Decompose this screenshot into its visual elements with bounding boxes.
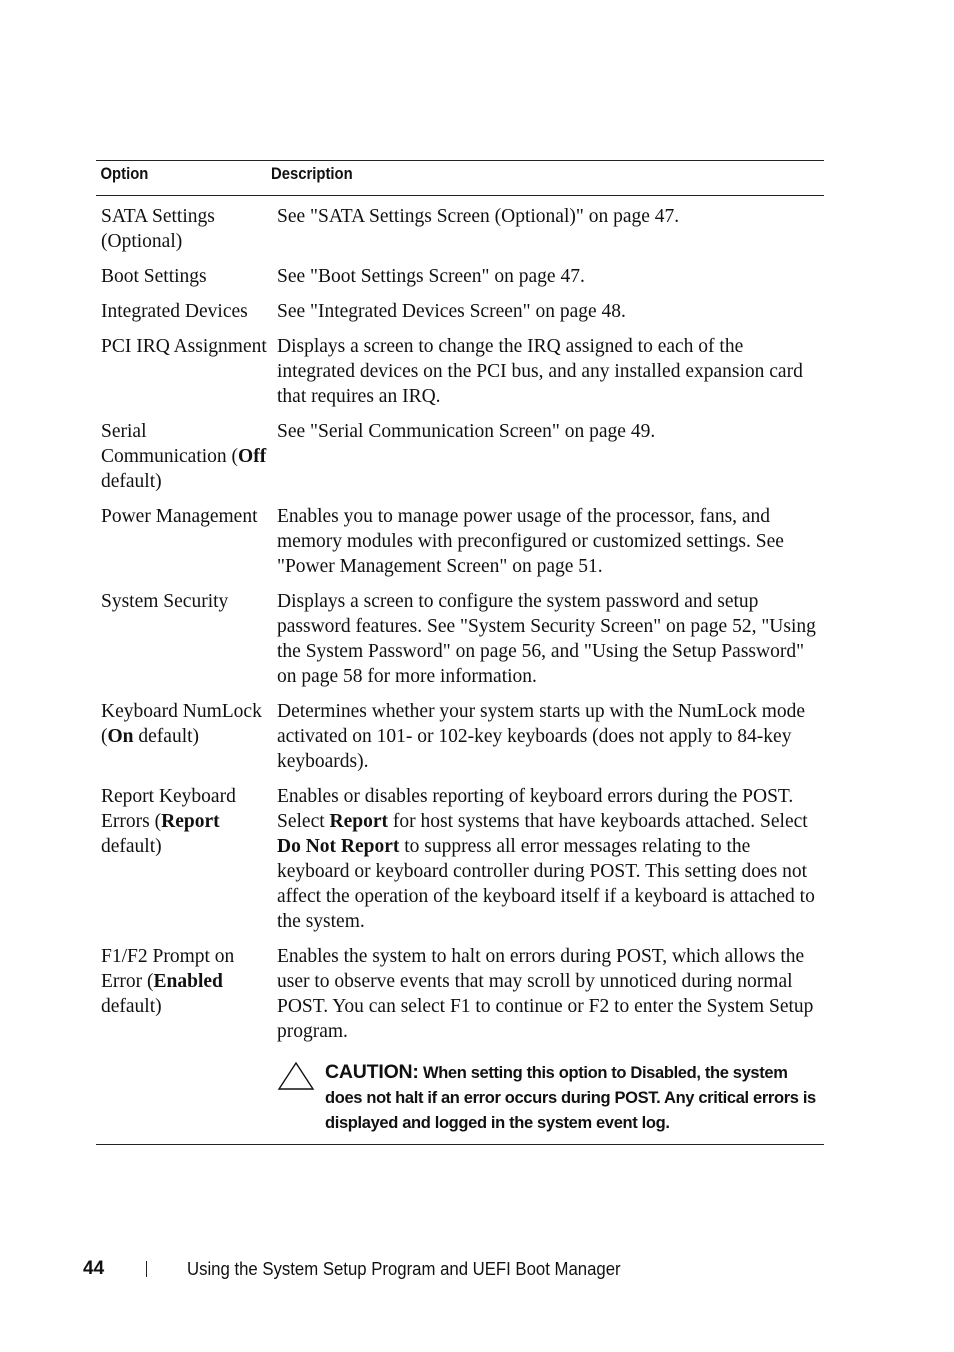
description-text: Enables the system to halt on errors during POST, which allows the user to observe events that may scroll by unnoticed during normal POST. You can select F1 to continue or F2 to enter the System Setup program. xyxy=(277,946,814,1042)
option-cell xyxy=(96,419,271,504)
caution-text xyxy=(325,1060,820,1136)
default-value: Off xyxy=(238,446,267,467)
option-text: default) xyxy=(101,471,162,492)
page-number: 44 xyxy=(83,1258,105,1279)
setting-name: Report xyxy=(329,811,389,832)
option-text: F1/F2 Prompt on Error ( xyxy=(101,946,235,992)
table-row xyxy=(96,589,824,699)
option-cell: Integrated Devices xyxy=(101,301,248,322)
caution-label: CAUTION: xyxy=(325,1061,419,1083)
default-value: On xyxy=(107,726,134,747)
warning-triangle-icon xyxy=(277,1060,325,1099)
default-value: Enabled xyxy=(153,971,223,992)
description-column-header: Description xyxy=(271,161,769,196)
option-cell: Boot Settings xyxy=(101,266,207,287)
footer-divider xyxy=(146,1261,147,1277)
description-cell: Displays a screen to configure the system password and setup password features. See "System Security Screen" on page 52, "Using the System Password" on page 56, and "Using the Setup Password" on page 58 for more information. xyxy=(277,591,816,687)
option-column-header: Option xyxy=(96,161,254,196)
description-text: to suppress all error messages relating to the keyboard or keyboard controller during POST. This setting does not affect the operation of the keyboard itself if a keyboard is attached to the system. xyxy=(277,836,815,932)
description-cell xyxy=(271,944,824,1145)
option-cell: SATA Settings (Optional) xyxy=(101,206,215,252)
option-text: default) xyxy=(101,836,162,857)
option-text: Report Keyboard Errors ( xyxy=(101,786,236,832)
option-text: Keyboard NumLock ( xyxy=(101,701,262,747)
option-text: default) xyxy=(101,996,162,1017)
running-title: Using the System Setup Program and UEFI Boot Manager xyxy=(187,1259,621,1279)
description-cell: See "Boot Settings Screen" on page 47. xyxy=(277,266,585,287)
description-cell: Enables you to manage power usage of the processor, fans, and memory modules with preconfigured or customized settings. See "Power Management Screen" on page 51. xyxy=(277,506,784,577)
option-cell: System Security xyxy=(101,591,229,612)
table-row xyxy=(96,944,824,1145)
caution-body: When setting this option to Disabled, the system does not halt if an error occurs during POST. Any critical errors is displayed and logged in the system event log. xyxy=(325,1064,816,1132)
default-value: Report xyxy=(161,811,220,832)
table-row xyxy=(96,504,824,589)
description-cell: See "SATA Settings Screen (Optional)" on page 47. xyxy=(277,206,680,227)
setting-name: Do Not Report xyxy=(277,836,400,857)
description-text: for host systems that have keyboards attached. Select xyxy=(388,811,808,832)
table-row xyxy=(96,699,824,784)
table-row xyxy=(96,196,824,265)
description-cell xyxy=(271,784,824,944)
table-row xyxy=(96,299,824,334)
option-cell: Power Management xyxy=(101,506,258,527)
caution-note xyxy=(277,1060,820,1136)
option-text: Serial Communication ( xyxy=(101,421,239,467)
option-cell xyxy=(96,784,271,944)
option-cell xyxy=(96,944,271,1145)
table-header-row xyxy=(96,161,824,196)
description-cell: See "Serial Communication Screen" on page 49. xyxy=(277,421,656,442)
option-text: default) xyxy=(133,726,200,747)
table-row xyxy=(96,264,824,299)
table-row xyxy=(96,419,824,504)
options-table xyxy=(96,160,824,1145)
option-cell xyxy=(96,699,271,784)
description-cell: Determines whether your system starts up with the NumLock mode activated on 101- or 102-key keyboards (does not apply to 84-key keyboards). xyxy=(277,701,806,772)
description-cell: Displays a screen to change the IRQ assigned to each of the integrated devices on the PCI bus, and any installed expansion card that requires an IRQ. xyxy=(277,336,803,407)
table-row xyxy=(96,334,824,419)
description-text: Enables or disables reporting of keyboard errors during the POST. Select xyxy=(277,786,794,832)
option-cell: PCI IRQ Assignment xyxy=(101,336,267,357)
description-cell: See "Integrated Devices Screen" on page 48. xyxy=(277,301,626,322)
table-row xyxy=(96,784,824,944)
page-footer xyxy=(83,1255,883,1283)
